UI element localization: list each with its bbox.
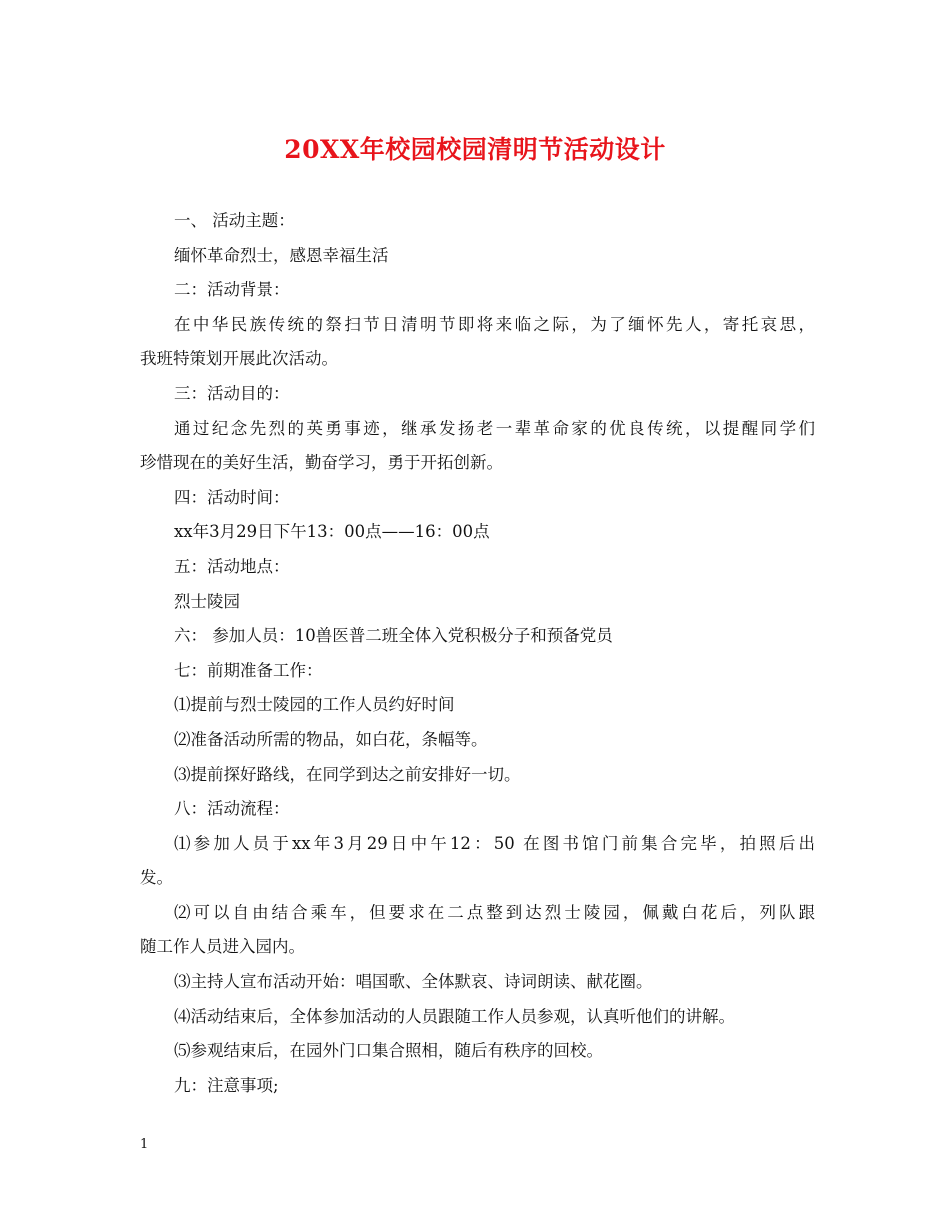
section-heading-background: 二：活动背景： [174, 280, 290, 300]
list-item: ⑶主持人宣布活动开始：唱国歌、全体默哀、诗词朗读、献花圈。 [174, 972, 653, 992]
list-item-continuation: 随工作人员进入园内。 [140, 937, 305, 957]
paragraph-line: 通过纪念先烈的英勇事迹，继承发扬老一辈革命家的优良传统，以提醒同学们 [174, 418, 815, 438]
section-heading-participants: 六： 参加人员：10兽医普二班全体入党积极分子和预备党员 [174, 626, 613, 646]
list-item-continuation: 发。 [140, 868, 173, 888]
list-item: ⑴参加人员于xx年3月29日中午12：50 在图书馆门前集合完毕，拍照后出 [174, 833, 815, 853]
section-heading-process: 八：活动流程： [174, 799, 290, 819]
section-heading-location: 五：活动地点： [174, 556, 290, 576]
section-heading-time: 四：活动时间： [174, 487, 290, 507]
paragraph-line: 珍惜现在的美好生活，勤奋学习，勇于开拓创新。 [140, 453, 503, 473]
paragraph-line: 我班特策划开展此次活动。 [140, 349, 338, 369]
document-title: 20XX年校园校园清明节活动设计 [284, 135, 666, 164]
list-item: ⑵准备活动所需的物品，如白花，条幅等。 [174, 729, 488, 749]
list-item: ⑷活动结束后，全体参加活动的人员跟随工作人员参观，认真听他们的讲解。 [174, 1006, 735, 1026]
section-heading-notes: 九：注意事项; [174, 1075, 279, 1095]
paragraph-line: 在中华民族传统的祭扫节日清明节即将来临之际，为了缅怀先人，寄托哀思， [174, 314, 815, 334]
list-item: ⑴提前与烈士陵园的工作人员约好时间 [174, 695, 455, 715]
section-heading-preparation: 七：前期准备工作： [174, 660, 323, 680]
page-number: 1 [140, 1137, 149, 1152]
paragraph-line: 缅怀革命烈士，感恩幸福生活 [174, 245, 389, 265]
section-heading-theme: 一、 活动主题： [174, 211, 295, 230]
list-item: ⑵可以自由结合乘车，但要求在二点整到达烈士陵园，佩戴白花后，列队跟 [174, 902, 815, 922]
section-heading-purpose: 三：活动目的： [174, 383, 290, 403]
document-body [140, 204, 815, 1103]
list-item: ⑶提前探好路线，在同学到达之前安排好一切。 [174, 764, 521, 784]
paragraph-line: xx年3月29日下午13：00点——16：00点 [174, 522, 490, 542]
list-item: ⑸参观结束后，在园外门口集合照相，随后有秩序的回校。 [174, 1041, 603, 1061]
paragraph-line: 烈士陵园 [174, 591, 240, 611]
